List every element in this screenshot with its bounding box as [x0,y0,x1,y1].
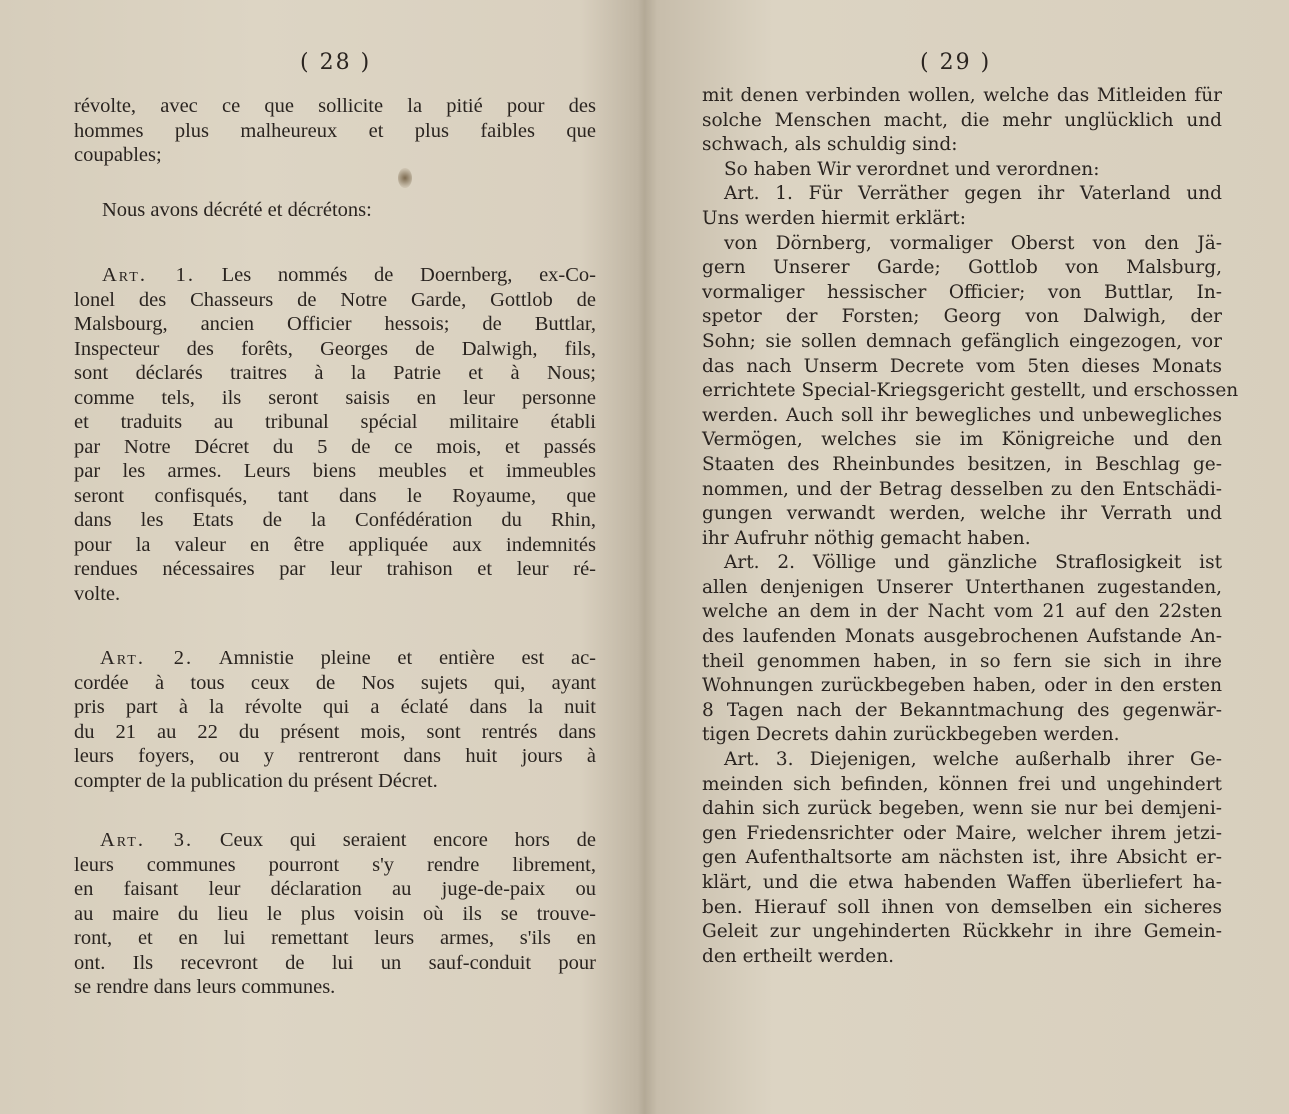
text-line: mit denen verbinden wollen, welche das Mitleiden für [702,85,1222,106]
text-line: spetor der Forsten; Georg von Dalwigh, der [702,306,1222,328]
text-line: So haben Wir verordnet und verordnen: [724,158,1100,180]
text-line: solche Menschen macht, die mehr unglücklich und [702,109,1222,131]
right-page-number: ( 29 ) [920,50,992,75]
text-line: des laufenden Monats ausgebrochenen Aufstande An- [702,626,1222,648]
text-line: welche an dem in der Nacht vom 21 auf den 22sten [702,601,1222,623]
text-line: seront confisqués, tant dans le Royaume, que [74,484,596,507]
text-line: gungen verwandt werden, welche ihr Verrath und [702,503,1222,525]
text-line: nommen, und der Betrag desselben zu den Entschädi- [702,478,1222,500]
text-line: ben. Hierauf soll ihnen von demselben ein sicheres [702,896,1222,918]
text-line: meinden sich befinden, können frei und ungehindert [702,773,1222,795]
text-line: von Dörnberg, vormaliger Oberst von den Jä- [724,232,1222,254]
text-line: tigen Decrets dahin zurückbegeben werden. [702,724,1120,746]
decree-text: Nous avons décrété et décrétons: [102,199,372,221]
left-article-3 [74,828,596,1000]
text-line: leurs communes pourront s'y rendre librement, [74,853,596,876]
left-page [0,0,640,1114]
text-line: pour la valeur en être appliquée aux indemnités [74,533,596,556]
text-line: ront, et en lui remettant leurs armes, s'ils en [74,927,596,949]
text-line: révolte, avec ce que sollicite la pitié pour des [74,95,596,117]
text-line: Staaten des Rheinbundes besitzen, in Beschlag ge- [702,453,1222,475]
text-line: rendues nécessaires par leur trahison et leur ré- [74,558,596,580]
text-line: en faisant leur déclaration au juge-de-paix ou [74,878,596,900]
text-line: vormaliger hessischer Officier; von Buttlar, In- [702,281,1222,303]
text-line: ont. Ils recevront de lui un sauf-conduit pour [74,951,596,974]
left-article-2 [74,646,596,793]
left-intro [74,94,596,168]
text-line: Geleit zur ungehinderten Rückkehr in ihre Gemein- [702,921,1222,943]
text-line: hommes plus malheureux et plus faibles que [74,119,596,142]
article-label: Art. 2. [100,647,194,669]
text-line: Sohn; sie sollen demnach gefänglich eingezogen, vor [702,330,1222,352]
article-label: Art. 3. [100,829,194,851]
text-line: ihr Aufruhr nöthig gemacht haben. [702,527,1031,549]
text-line: pris part à la révolte qui a éclaté dans la nuit [74,696,596,718]
text-line: dahin sich zurück begeben, wenn sie nur bei demjeni- [702,798,1222,820]
text-line: theil genommen haben, in so fern sie sich in ihre [702,650,1222,672]
text-line: Uns werden hiermit erklärt: [702,207,966,229]
text-line: gen Aufenthaltsorte am nächsten ist, ihre Absicht er- [702,847,1222,869]
text-line: Art. 2. Völlige und gänzliche Straflosigkeit ist [724,552,1222,574]
left-page-number: ( 28 ) [300,50,372,75]
text-line: Art. 3. Diejenigen, welche außerhalb ihrer Ge- [724,749,1222,771]
text-line: gern Unserer Garde; Gottlob von Malsburg, [702,257,1222,279]
text-line: au maire du lieu le plus voisin où ils se trouve- [74,902,596,925]
text-line: comme tels, ils seront saisis en leur personne [74,386,596,409]
text-line: du 21 au 22 du présent mois, sont rentrés dans [74,720,596,743]
text-line: Art. 1. Für Verräther gegen ihr Vaterland und [724,183,1222,205]
text-line: sont déclarés traitres à la Patrie et à Nous; [74,362,596,384]
text-line: Amnistie pleine et entière est ac- [218,647,596,669]
text-line: Les nommés de Doernberg, ex-Co- [221,264,596,286]
right-page [650,0,1289,1114]
left-article-1 [74,263,596,606]
text-line: compter de la publication du présent Décret. [74,769,438,792]
text-line: errichtete Special-Kriegsgericht gestellt, und erschossen [702,380,1239,402]
text-line: Vermögen, welches sie im Königreiche und den [702,429,1222,451]
text-line: gen Friedensrichter oder Maire, welcher ihrem jetzi- [702,822,1222,844]
article-first-line [74,828,596,853]
ink-blot [398,168,412,188]
text-line: klärt, und die etwa habenden Waffen überliefert ha- [702,872,1222,893]
text-line: allen denjenigen Unserer Unterthanen zugestanden, [702,576,1222,598]
text-line: das nach Unserm Decrete vom 5ten dieses Monats [702,355,1222,377]
text-line: cordée à tous ceux de Nos sujets qui, ayant [74,671,596,694]
article-first-line [74,646,596,671]
text-line: par les armes. Leurs biens meubles et immeubles [74,460,596,482]
text-line: et traduits au tribunal spécial militaire établi [74,411,596,433]
decree-line [102,198,624,223]
text-line: Inspecteur des forêts, Georges de Dalwigh, fils, [74,337,596,360]
text-line: par Notre Décret du 5 de ce mois, et passés [74,435,596,458]
text-line: coupables; [74,144,162,166]
text-line: dans les Etats de la Confédération du Rhin, [74,509,596,531]
text-line: lonel des Chasseurs de Notre Garde, Gottlob de [74,288,596,311]
text-line: Ceux qui seraient encore hors de [219,829,596,851]
right-body [702,84,1239,969]
text-line: leurs foyers, ou y rentreront dans huit jours à [74,745,596,767]
article-first-line [74,263,596,288]
text-line: Wohnungen zurückbegeben haben, oder in den ersten [702,675,1222,697]
text-line: Malsbourg, ancien Officier hessois; de Buttlar, [74,313,596,335]
text-line: 8 Tagen nach der Bekanntmachung des gegenwär- [702,699,1222,721]
text-line: schwach, als schuldig sind: [702,134,958,156]
article-label: Art. 1. [102,264,195,286]
text-line: den ertheilt werden. [702,945,895,967]
text-line: volte. [74,582,121,605]
text-line: werden. Auch soll ihr bewegliches und unbewegliches [702,404,1222,426]
text-line: se rendre dans leurs communes. [74,976,336,998]
